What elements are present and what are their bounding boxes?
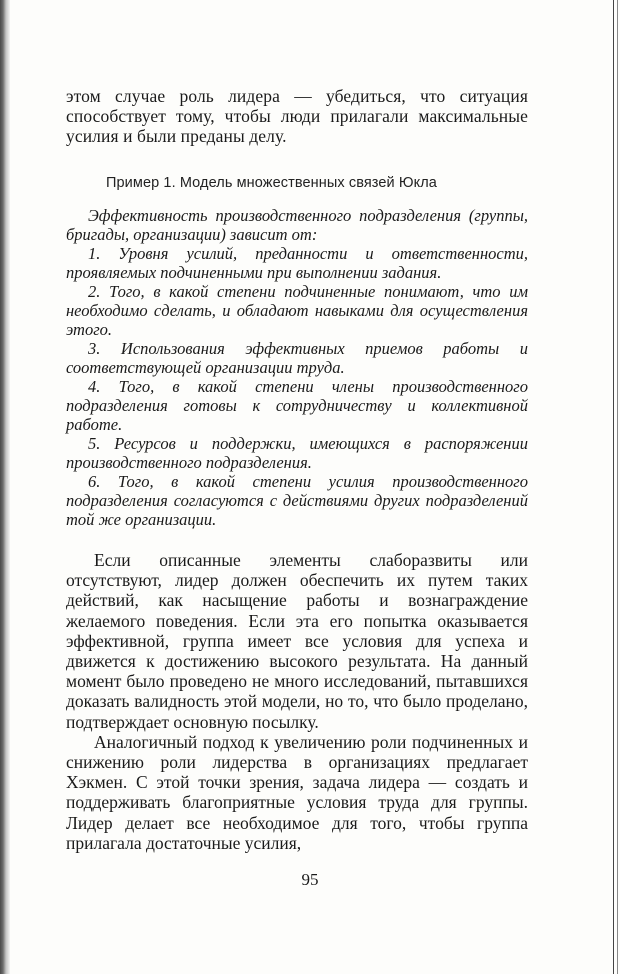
- intro-paragraph: этом случае роль лидера — убедиться, что ситуация способствует тому, чтобы люди прилагали максимальные усилия и были преданы делу.: [66, 86, 528, 146]
- scan-right-edge: [606, 0, 620, 974]
- example-paragraph: 3. Использования эффективных приемов работы и соответствующей организации труда.: [66, 339, 528, 377]
- example-paragraph: 6. Того, в какой степени усилия производственного подразделения согласуются с действиями других подразделений той же организации.: [66, 472, 528, 529]
- intro-block: [66, 86, 528, 146]
- example-paragraph: 2. Того, в какой степени подчиненные понимают, что им необходимо сделать, и обладают навыками для осуществления этого.: [66, 282, 528, 339]
- scan-binding-edge: [0, 0, 10, 974]
- example-paragraph: Эффективность производственного подразделения (группы, бригады, организации) зависит от:: [66, 206, 528, 244]
- example-title: Пример 1. Модель множественных связей Юкла: [106, 175, 437, 191]
- body-paragraph: Если описанные элементы слаборазвиты или отсутствуют, лидер должен обеспечить их путем таких действий, как насыщение работы и вознаграждение желаемого поведения. Если эта его попытка оказывается эффективной, группа имеет все условия для успеха и движется к достижению высокого результата. На данный момент было проведено не много исследований, пытавшихся доказать валидность этой модели, но то, что было проделано, подтверждает основную посылку.: [66, 550, 528, 732]
- main-text-block: [66, 550, 528, 853]
- example-paragraph: 1. Уровня усилий, преданности и ответственности, проявляемых подчиненными при выполнении задания.: [66, 244, 528, 282]
- example-paragraph: 5. Ресурсов и поддержки, имеющихся в распоряжении производственного подразделения.: [66, 434, 528, 472]
- page-number: 95: [301, 870, 319, 889]
- body-paragraph: Аналогичный подход к увеличению роли подчиненных и снижению роли лидерства в организациях предлагает Хэкмен. С этой точки зрения, задача лидера — создать и поддерживать благоприятные условия труда для группы. Лидер делает все необходимое для того, чтобы группа прилагала достаточные усилия,: [66, 731, 528, 853]
- example-paragraph: 4. Того, в какой степени члены производственного подразделения готовы к сотрудничеству и коллективной работе.: [66, 377, 528, 434]
- example-block: [66, 206, 528, 529]
